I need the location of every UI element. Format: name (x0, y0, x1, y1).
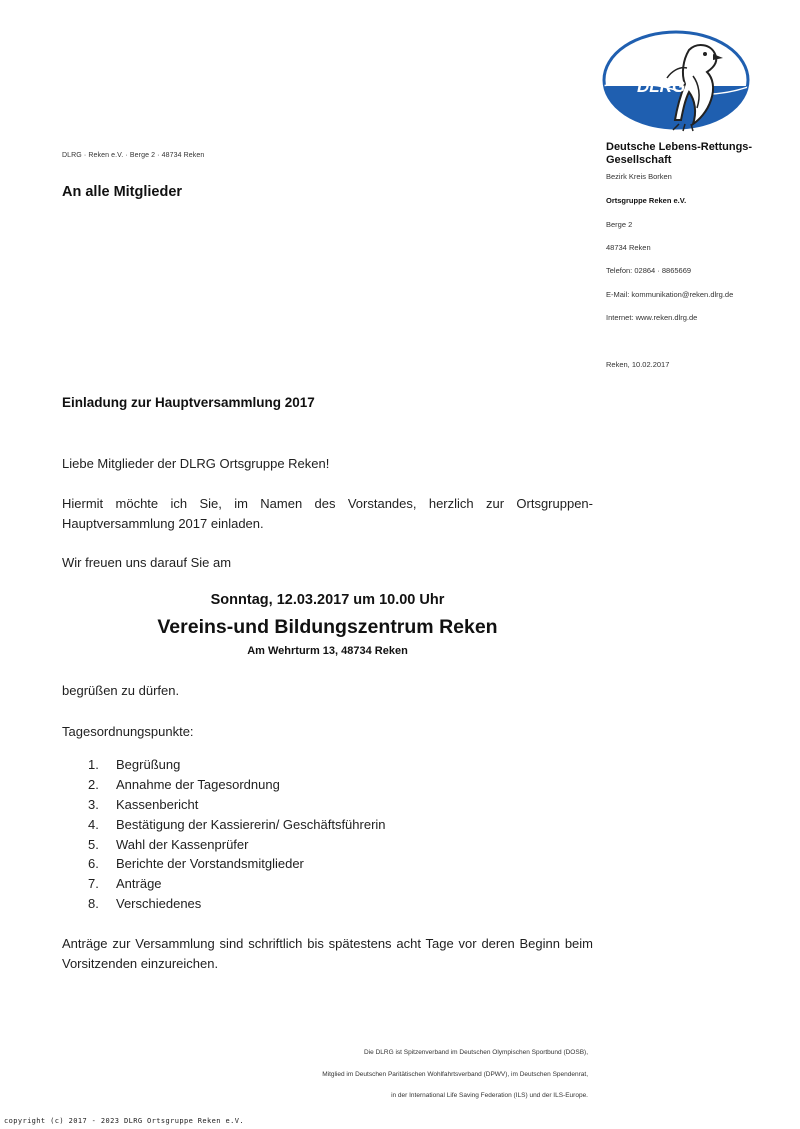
agenda-item: 4. Bestätigung der Kassiererin/ Geschäftsführerin (88, 816, 386, 832)
agenda-list (88, 755, 386, 914)
local-group-name: Ortsgruppe Reken e.V. (606, 196, 687, 205)
recipient-line: An alle Mitglieder (62, 184, 183, 200)
district-name: Bezirk Kreis Borken (606, 172, 672, 181)
agenda-item: 8. Verschiedenes (88, 896, 202, 912)
agenda-item: 1. Begrüßung (88, 757, 181, 772)
website-address: Internet: www.reken.dlrg.de (606, 313, 698, 322)
footer-line-2: Mitglied im Deutschen Paritätischen Wohlfahrtsverband (DPWV), im Deutschen Spendenrat, (322, 1071, 588, 1078)
agenda-item: 2. Annahme der Tagesordnung (88, 776, 280, 792)
closing-paragraph: Anträge zur Versammlung sind schriftlich bis spätestens acht Tage vor deren Beginn beim Vorsitzenden einzureichen. (62, 936, 593, 971)
svg-text:DLRG: DLRG (637, 77, 686, 96)
letter-subject: Einladung zur Hauptversammlung 2017 (62, 395, 315, 410)
event-venue: Vereins-und Bildungszentrum Reken (157, 616, 498, 638)
agenda-item: 5. Wahl der Kassenprüfer (88, 836, 249, 852)
copyright-notice: copyright (c) 2017 - 2023 DLRG Ortsgruppe Reken e.V. (4, 1117, 244, 1125)
pre-event-text: Wir freuen uns darauf Sie am (62, 555, 232, 570)
post-event-text: begrüßen zu dürfen. (62, 683, 180, 698)
greeting: Liebe Mitglieder der DLRG Ortsgruppe Reken! (62, 456, 330, 471)
event-address: Am Wehrturm 13, 48734 Reken (247, 645, 408, 657)
agenda-item: 6. Berichte der Vorstandsmitglieder (88, 856, 304, 872)
footer-line-1: Die DLRG ist Spitzenverband im Deutschen Olympischen Sportbund (DOSB), (364, 1049, 588, 1056)
agenda-item: 7. Anträge (88, 876, 162, 892)
event-datetime: Sonntag, 12.03.2017 um 10.00 Uhr (210, 592, 445, 608)
agenda-heading: Tagesordnungspunkte: (62, 724, 194, 739)
agenda-item: 3. Kassenbericht (88, 796, 199, 812)
intro-paragraph: Hiermit möchte ich Sie, im Namen des Vorstandes, herzlich zur Ortsgruppen-Hauptversammlung 2017 einladen. (62, 496, 593, 531)
email-address: E-Mail: kommunikation@reken.dlrg.de (606, 290, 734, 299)
sender-address-line: DLRG · Reken e.V. · Berge 2 · 48734 Reken (62, 152, 205, 159)
letter-date: Reken, 10.02.2017 (606, 360, 670, 369)
street-address: Berge 2 (606, 220, 633, 229)
footer-line-3: in der International Life Saving Federation (ILS) und der ILS-Europe. (391, 1092, 588, 1099)
dlrg-eagle-logo (601, 28, 751, 132)
organization-name: Deutsche Lebens-Rettungs-Gesellschaft (606, 141, 753, 166)
city-address: 48734 Reken (606, 243, 651, 252)
phone-number: Telefon: 02864 · 8865669 (606, 266, 692, 275)
